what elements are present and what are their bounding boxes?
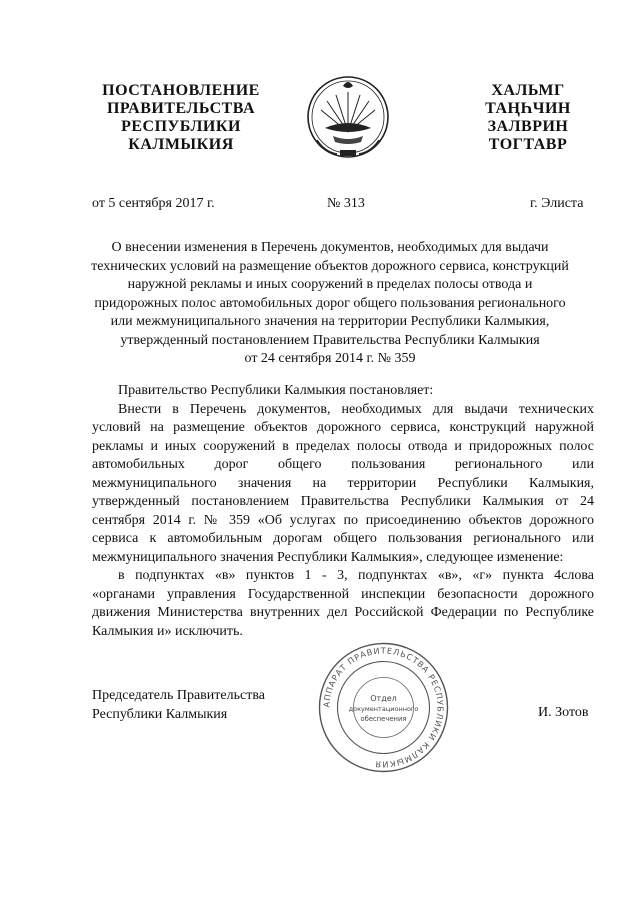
- body-line: в подпунктах «в» пунктов 1 - 3, подпунктах «в», «г» пункта 4слова: [118, 568, 594, 583]
- stamp-inner-line: Отдел: [370, 694, 397, 703]
- document-date: от 5 сентября 2017 г.: [92, 196, 215, 211]
- title-line: технических условий на размещение объектов дорожного сервиса, конструкций: [91, 258, 569, 274]
- title-line: наружной рекламы и иных сооружений в пределах полосы отвода и: [127, 277, 533, 292]
- header-left-title: [96, 82, 266, 154]
- body-line: автомобильных дорог общего пользования регионального или: [92, 457, 594, 472]
- body-line: условий на размещение объектов дорожного сервиса, конструкций наружной: [92, 420, 594, 435]
- signatory-position-line: Республики Калмыкия: [92, 707, 228, 722]
- coat-of-arms-icon: [303, 70, 393, 160]
- body-line: движения Министерства внутренних дел Российской Федерации по Республике: [92, 605, 594, 620]
- body-line: межмуниципального значения на территории Республики Калмыкия,: [92, 475, 594, 491]
- header-left-line: КАЛМЫКИЯ: [128, 136, 234, 153]
- header-right-line: ЗАЛВРИН: [487, 118, 569, 135]
- document-city: г. Элиста: [530, 196, 584, 211]
- title-line: придорожных полос автомобильных дорог общего пользования регионального: [94, 295, 566, 311]
- body-line: утвержденный постановлением Правительства Республики Калмыкия от 24: [92, 494, 594, 509]
- stamp-ring-text: АППАРАТ ПРАВИТЕЛЬСТВА РЕСПУБЛИКИ КАЛМЫКИЯ: [321, 645, 446, 770]
- body-line: «органами управления Государственной инспекции безопасности дорожного: [92, 586, 594, 602]
- body-intro: Правительство Республики Калмыкия постановляет:: [118, 383, 434, 398]
- body-line: рекламы и иных сооружений в пределах полосы отвода и придорожных полос: [92, 438, 594, 454]
- signatory-position-line: Председатель Правительства: [92, 688, 265, 703]
- body-line: сервиса к автомобильным дорогам общего пользования регионального или: [92, 531, 594, 546]
- signatory-name: И. Зотов: [538, 705, 589, 720]
- header-left-line: ПРАВИТЕЛЬСТВА: [106, 100, 256, 117]
- body-line: Внести в Перечень документов, необходимых для выдачи технических: [118, 401, 594, 417]
- stamp-inner-line: документационного: [348, 705, 419, 713]
- title-line: О внесении изменения в Перечень документов, необходимых для выдачи: [111, 240, 549, 255]
- signatory-position: [92, 686, 265, 724]
- title-line: утвержденный постановлением Правительства Республики Калмыкия: [120, 332, 540, 348]
- body-line: Калмыкия и» исключить.: [92, 623, 243, 639]
- body-line: межмуниципального значения Республики Калмыкия», следующее изменение:: [92, 549, 564, 565]
- title-line: от 24 сентября 2014 г. № 359: [244, 351, 416, 366]
- official-stamp: [316, 640, 451, 775]
- stamp-inner-line: обеспечения: [360, 715, 407, 723]
- document-body: [92, 382, 594, 641]
- header-left-line: РЕСПУБЛИКИ: [121, 118, 241, 135]
- header-right-title: [468, 82, 588, 154]
- header-left-line: ПОСТАНОВЛЕНИЕ: [102, 82, 260, 99]
- body-line: сентября 2014 г. № 359 «Об услугах по присоединению объектов дорожного: [92, 512, 594, 528]
- title-line: или межмуниципального значения на территории Республики Калмыкия,: [110, 314, 550, 329]
- document-title: [60, 239, 600, 369]
- document-number: № 313: [327, 196, 365, 211]
- header-right-line: ТАҢҺЧИН: [485, 100, 571, 117]
- header-right-line: ХАЛЬМГ: [491, 82, 565, 99]
- header-right-line: ТОГТАВР: [488, 136, 568, 153]
